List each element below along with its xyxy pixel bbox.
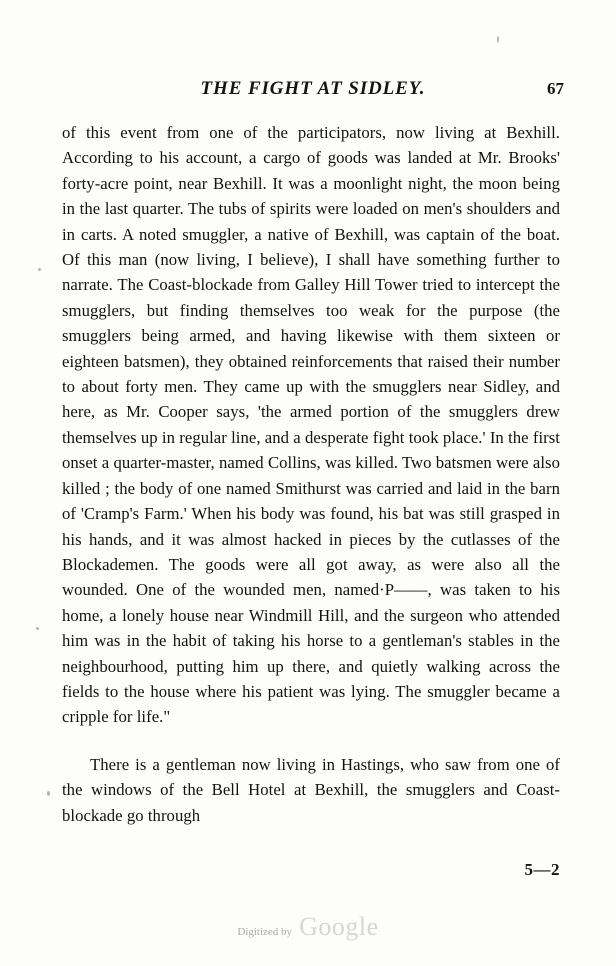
- scan-speck: [36, 627, 39, 630]
- page-body: [62, 120, 560, 828]
- digitization-watermark: [0, 912, 616, 942]
- scan-speck: [38, 268, 41, 271]
- signature-mark: 5—2: [524, 860, 560, 879]
- watermark-brand: Google: [299, 912, 379, 941]
- page-header: [62, 78, 564, 100]
- paragraph-first: of this event from one of the participators, now living at Bexhill. According to his account, a cargo of goods was landed at Mr. Brooks' forty-acre point, near Bexhill. It was a moonlight night, the moon being in the last quarter. The tubs of spirits were loaded on men's shoulders and in carts. A noted smuggler, a native of Bexhill, was captain of the boat. Of this man (now living, I believe), I shall have something further to narrate. The Coast-blockade from Galley Hill Tower tried to intercept the smugglers, but finding themselves too weak for the purpose (the smugglers being armed, and having likewise with them sixteen or eighteen batsmen), they obtained reinforcements that raised their number to about forty men. They came up with the smugglers near Sidley, and here, as Mr. Cooper says, 'the armed portion of the smugglers drew themselves up in regular line, and a desperate fight took place.' In the first onset a quarter-master, named Collins, was killed. Two batsmen were also killed ; the body of one named Smithurst was carried and laid in the barn of 'Cramp's Farm.' When his body was found, his bat was still grasped in his hands, and it was almost hacked in pieces by the cutlasses of the Blockademen. The goods were all got away, as were also all the wounded. One of the wounded men, named·P——, was taken to his home, a lonely house near Windmill Hill, and the surgeon who attended him was in the habit of taking his horse to a gentleman's stables in the neighbourhood, putting him up there, and quietly walking across the fields to the house where his patient was lying. The smuggler became a cripple for life.": [62, 123, 560, 727]
- running-title: THE FIGHT AT SIDLEY.: [200, 78, 426, 99]
- scan-speck: [47, 791, 50, 796]
- scan-speck: [497, 36, 499, 43]
- paragraph-second: There is a gentleman now living in Hastings, who saw from one of the windows of the Bell Hotel at Bexhill, the smugglers and Coast-blockade go through: [62, 754, 560, 825]
- page-number: 67: [547, 79, 564, 98]
- watermark-prefix: Digitized by: [237, 926, 293, 938]
